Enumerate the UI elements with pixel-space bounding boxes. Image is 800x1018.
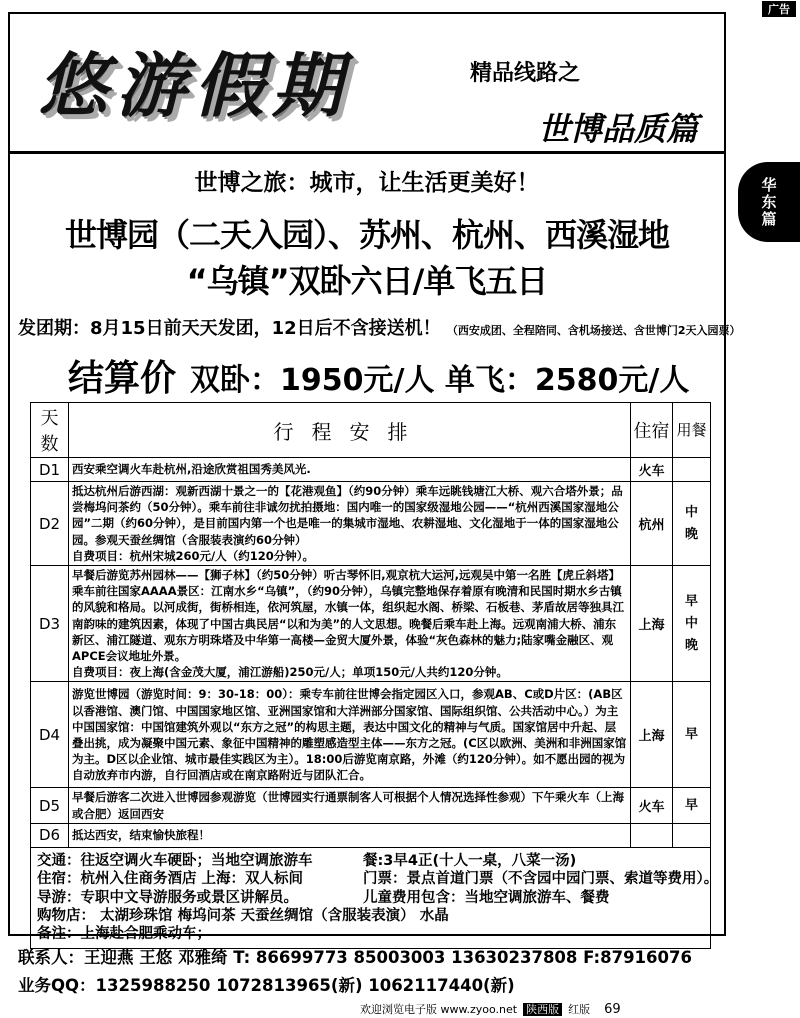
note-guide: 导游：专职中文导游服务或景区讲解员。 [37, 889, 298, 906]
note-shopping: 购物店： 太湖珍珠馆 梅坞问茶 天蚕丝绸馆（含服装表演） 水晶 [37, 908, 449, 925]
table-row [31, 823, 711, 847]
day-cell: D1 [31, 458, 69, 482]
note-tickets: 门票：景点首道门票（不含园中园门票、索道等费用）。 [363, 871, 719, 888]
header-schedule: 行程安排 [69, 403, 631, 458]
ad-corner-tag: 广告 [762, 1, 796, 17]
meal-cell [673, 458, 711, 482]
day-cell: D5 [31, 788, 69, 823]
stay-cell [631, 823, 673, 847]
day-cell: D4 [31, 682, 69, 788]
tour-title-line-1: 世博园（二天入园）、苏州、杭州、西溪湿地 [64, 216, 669, 254]
price-line [68, 350, 689, 401]
region-side-tab [738, 162, 800, 242]
note-remark: 备注：上海赴合肥乘动车； [37, 926, 211, 943]
note-hotel: 住宿：杭州入住商务酒店 上海：双人标间 [37, 871, 304, 888]
table-row [31, 566, 711, 682]
table-row [31, 458, 711, 482]
note-children: 儿童费用包含：当地空调旅游车、餐费 [363, 889, 610, 906]
page-number: 69 [604, 1002, 621, 1017]
header-meal: 用餐 [673, 403, 711, 458]
table-header-row [31, 403, 711, 458]
meal-cell [673, 823, 711, 847]
notes-cell [31, 847, 719, 948]
tour-title-line-2: “乌镇”双卧六日/单飞五日 [186, 262, 548, 300]
stay-cell: 火车 [631, 788, 673, 823]
slogan: 世博之旅：城市，让生活更美好！ [194, 170, 540, 196]
notes-left-col [37, 852, 363, 907]
desc-cell: 早餐后游览苏州园林——【狮子林】（约50分钟）听古琴怀旧,观京杭大运河,远观吴中第一名胜【虎丘斜塔】乘车前往国家AAAA景区：江南水乡“乌镇”，（约90分钟），乌镇完整地保存着原有晚清和民国时期水乡古镇的风貌和格局。以河成街，街桥相连，依河筑屋，水镇一体，组织起水阁、桥梁、石板巷、茅盾故居等独具江南韵味的建筑因素，体现了中国古典民居“以和为美”的人文思想。晚餐后乘车赴上海。远观南浦大桥、浦东新区、浦江隧道、观东方明珠塔及中华第一高楼—金贸大厦外景，体验“灰色森林的魅力;陆家嘴金融区、观APCE会议地址外景。 自费项目：夜上海(含金茂大厦，浦江游船)250元/人；单项150元/人共约120分钟。 [69, 566, 631, 682]
footer-site[interactable]: 欢迎浏览电子版 www.zyoo.net [360, 1003, 518, 1016]
day-cell: D6 [31, 823, 69, 847]
note-transport: 交通：往返空调火车硬卧；当地空调旅游车 [37, 852, 313, 869]
stay-cell: 上海 [631, 682, 673, 788]
qq-line: 业务QQ：1325988250 1072813965(新) 1062117440(新) [18, 976, 515, 995]
notes-row [31, 847, 711, 948]
footer-edition: 陕西版 [523, 1003, 562, 1016]
stay-cell: 杭州 [631, 482, 673, 566]
table-row [31, 482, 711, 566]
header-day: 天数 [31, 403, 69, 458]
notes-right-col [363, 852, 719, 907]
day-cell: D2 [31, 482, 69, 566]
header-subtitle-1: 精品线路之 [470, 61, 581, 86]
meal-cell: 中 晚 [673, 482, 711, 566]
note-meals: 餐:3早4正(十人一桌，八菜一汤) [363, 852, 577, 869]
region-side-tab-label: 华 东 篇 [761, 175, 777, 228]
page-footer [360, 1001, 621, 1017]
price-value: 双卧：1950元/人 单飞：2580元/人 [190, 363, 690, 398]
desc-cell: 抵达西安，结束愉快旅程！ [69, 823, 631, 847]
meal-cell: 早 [673, 682, 711, 788]
desc-cell: 抵达杭州后游西湖：观新西湖十景之一的【花港观鱼】（约90分钟）乘车远眺钱塘江大桥、观六合塔外景；品尝梅坞问茶约（50分钟）。乘车前往非诚勿扰拍摄地：国内唯一的国家级湿地公园——“杭州西溪国家湿地公园”二期（约60分钟），是目前国内第一个也是唯一的集城市湿地、农耕湿地、文化湿地于一体的国家湿地公园。参观天蚕丝绸馆（含服装表演约60分钟） 自费项目：杭州宋城260元/人（约120分钟）。 [69, 482, 631, 566]
desc-cell: 游览世博园（游览时间：9：30-18：00）：乘专车前往世博会指定园区入口，参观AB、C或D片区：(AB区以香港馆、澳门馆、中国国家地区馆、亚洲国家馆和大洋洲部分国家馆、国际组织馆、公共活动中心。）为主中国国家馆：中国馆建筑外观以“东方之冠”的构思主题，表达中国文化的精神与气质。国家馆居中升起、层叠出挑，成为凝聚中国元素、象征中国精神的雕塑感造型主体——东方之冠。(C区以欧洲、美洲和非洲国家馆为主。D区以企业馆、城市最佳实践区为主）。18:00后游览南京路，外滩（约120分钟）。如不愿出园的视为自动放弃市内游，自行回酒店或在南京路附近与团队汇合。 [69, 682, 631, 788]
day-cell: D3 [31, 566, 69, 682]
table-row [31, 682, 711, 788]
header-stay: 住宿 [631, 403, 673, 458]
itinerary-table [30, 402, 719, 949]
departure-note: （西安成团、全程陪同、含机场接送、含世博门2天入园票） [446, 324, 741, 337]
stay-cell: 上海 [631, 566, 673, 682]
meal-cell: 早 中 晚 [673, 566, 711, 682]
footer-label: 红版 [568, 1003, 591, 1016]
header-subtitle-2: 世博品质篇 [538, 110, 699, 148]
desc-cell: 西安乘空调火车赴杭州,沿途欣赏祖国秀美风光. [69, 458, 631, 482]
meal-cell: 早 [673, 788, 711, 823]
departure-text: 发团期：8月15日前天天发团，12日后不含接送机！ [18, 318, 441, 339]
advert-header [8, 12, 726, 154]
price-label: 结算价 [68, 358, 177, 399]
contact-line: 联系人：王迎燕 王悠 邓雅绮 T: 86699773 85003003 13630237808 F:87916076 [18, 948, 692, 967]
departure-info [18, 314, 741, 340]
desc-cell: 早餐后游客二次进入世博园参观游览（世博园实行通票制客人可根据个人情况选择性参观）下午乘火车（上海或合肥）返回西安 [69, 788, 631, 823]
table-row [31, 788, 711, 823]
stay-cell: 火车 [631, 458, 673, 482]
brand-logo: 悠游假期 [38, 44, 350, 127]
